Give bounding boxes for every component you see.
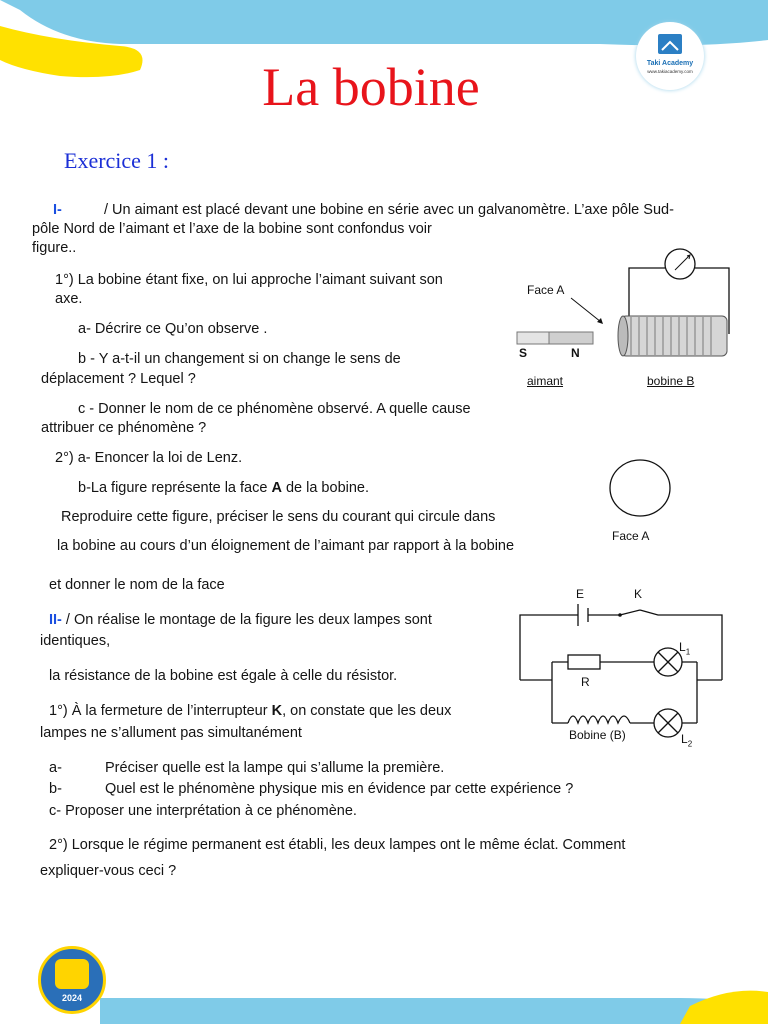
- q2b-line2: Reproduire cette figure, préciser le sens du courant qui circule dans: [61, 509, 496, 525]
- footer-decoration: [0, 984, 768, 1024]
- part1-number: I-: [53, 202, 62, 218]
- galvanometer-icon: [665, 249, 695, 279]
- part2-q1-bold: K: [271, 703, 283, 719]
- q2b-line3: la bobine au cours d’un éloignement de l’aimant par rapport à la bobine: [57, 538, 515, 554]
- logo-url: www.takiacademy.com: [647, 69, 693, 74]
- q2b-pre: b-La figure représente la face: [78, 480, 272, 496]
- part2-intro-text: / On réalise le montage de la figure les deux lampes sont: [61, 612, 432, 628]
- fig1-face-label: Face A: [527, 283, 565, 297]
- part2-intro-line2: identiques,: [40, 633, 111, 649]
- q1-line2: axe.: [55, 291, 83, 307]
- part2-q1-line1: [49, 702, 451, 720]
- fig3-l2-sub: 2: [687, 739, 693, 749]
- coil-face-a: [618, 316, 628, 356]
- fig3-l1-label: [679, 640, 690, 656]
- part2-q2-line2: expliquer-vous ceci ?: [40, 863, 177, 879]
- circuit-right-connection: [697, 662, 722, 723]
- part2-qb-text: Quel est le phénomène physique mis en évidence par cette expérience ?: [105, 781, 574, 797]
- part2-number: II-: [49, 612, 62, 628]
- q1b-line1: b - Y a-t-il un changement si on change le sens de: [78, 351, 401, 367]
- q2b-post: de la bobine.: [281, 480, 370, 496]
- logo-text: Taki Academy: [646, 60, 694, 67]
- q2b-line4: et donner le nom de la face: [49, 577, 225, 593]
- q1a: a- Décrire ce Qu’on observe .: [78, 321, 268, 337]
- fig3-l1-letter: L: [679, 640, 686, 654]
- fig1-north-label: N: [571, 346, 580, 360]
- part2-q2-line1: 2°) Lorsque le régime permanent est établi, les deux lampes ont le même éclat. Comment: [49, 837, 626, 853]
- figure-circuit: [512, 580, 737, 750]
- q2a: 2°) a- Enoncer la loi de Lenz.: [55, 450, 243, 466]
- q1-line1: 1°) La bobine étant fixe, on lui approche l’aimant suivant son: [55, 272, 443, 288]
- part1-intro-line3: figure..: [32, 240, 77, 256]
- fig3-r-label: R: [581, 675, 590, 689]
- q1c-line2: attribuer ce phénomène ?: [41, 420, 207, 436]
- circuit-left-connection: [520, 662, 552, 723]
- fig3-e-label: E: [576, 587, 585, 601]
- figure-magnet-coil: [505, 236, 730, 396]
- exercise-heading: Exercice 1 :: [64, 148, 170, 173]
- fig3-l2-label: [681, 732, 692, 748]
- figure-face-a: [606, 456, 676, 522]
- magnet-south: [517, 332, 549, 344]
- inductor-icon: [568, 716, 630, 723]
- part2-qb-label: b-: [49, 781, 62, 797]
- resistor-icon: [568, 655, 600, 669]
- part2-intro-line1: [49, 611, 432, 629]
- part2-qa-text: Préciser quelle est la lampe qui s’allume la première.: [105, 760, 445, 776]
- fig3-coil-label: Bobine (B): [569, 728, 626, 742]
- fig1-south-label: S: [519, 346, 528, 360]
- switch-contact: [618, 613, 622, 617]
- arrow-to-face: [571, 298, 601, 322]
- q1b-line2: déplacement ? Lequel ?: [41, 371, 196, 387]
- bottom-blue-band: [100, 998, 768, 1024]
- fig1-coil-label: bobine B: [647, 374, 695, 388]
- circuit-top-wire: [520, 610, 722, 680]
- badge-year: 2024: [61, 993, 83, 1003]
- q2b-line1: [78, 479, 369, 497]
- magnet-north: [549, 332, 593, 344]
- fig3-l1-sub: 1: [685, 647, 691, 657]
- part2-qc: c- Proposer une interprétation à ce phénomène.: [49, 803, 357, 819]
- part2-qa-label: a-: [49, 760, 62, 776]
- fig1-magnet-label: aimant: [527, 374, 564, 388]
- part2-intro-line3: la résistance de la bobine est égale à celle du résistor.: [49, 668, 398, 684]
- fig3-l2-letter: L: [681, 732, 688, 746]
- part1-intro-line2: pôle Nord de l’aimant et l’axe de la bobine sont confondus voir: [32, 221, 432, 237]
- q1c-line1: c - Donner le nom de ce phénomène observé. A quelle cause: [78, 401, 471, 417]
- switch-lever: [620, 610, 640, 615]
- page-title: La bobine: [262, 57, 480, 117]
- fig2-face-label: Face A: [612, 529, 650, 543]
- footer-badge-logo: [38, 946, 106, 1014]
- fig3-k-label: K: [634, 587, 643, 601]
- q2b-bold: A: [271, 480, 282, 496]
- part2-q1-post: , on constate que les deux: [282, 703, 452, 719]
- part1-intro-line1: / Un aimant est placé devant une bobine en série avec un galvanomètre. L’axe pôle Sud-: [104, 202, 674, 218]
- badge-emblem: [55, 959, 89, 989]
- bottom-right-yellow-corner: [680, 991, 768, 1024]
- part2-q1-pre: 1°) À la fermeture de l’interrupteur: [49, 703, 272, 719]
- part2-q1-line2: lampes ne s’allument pas simultanément: [40, 725, 302, 741]
